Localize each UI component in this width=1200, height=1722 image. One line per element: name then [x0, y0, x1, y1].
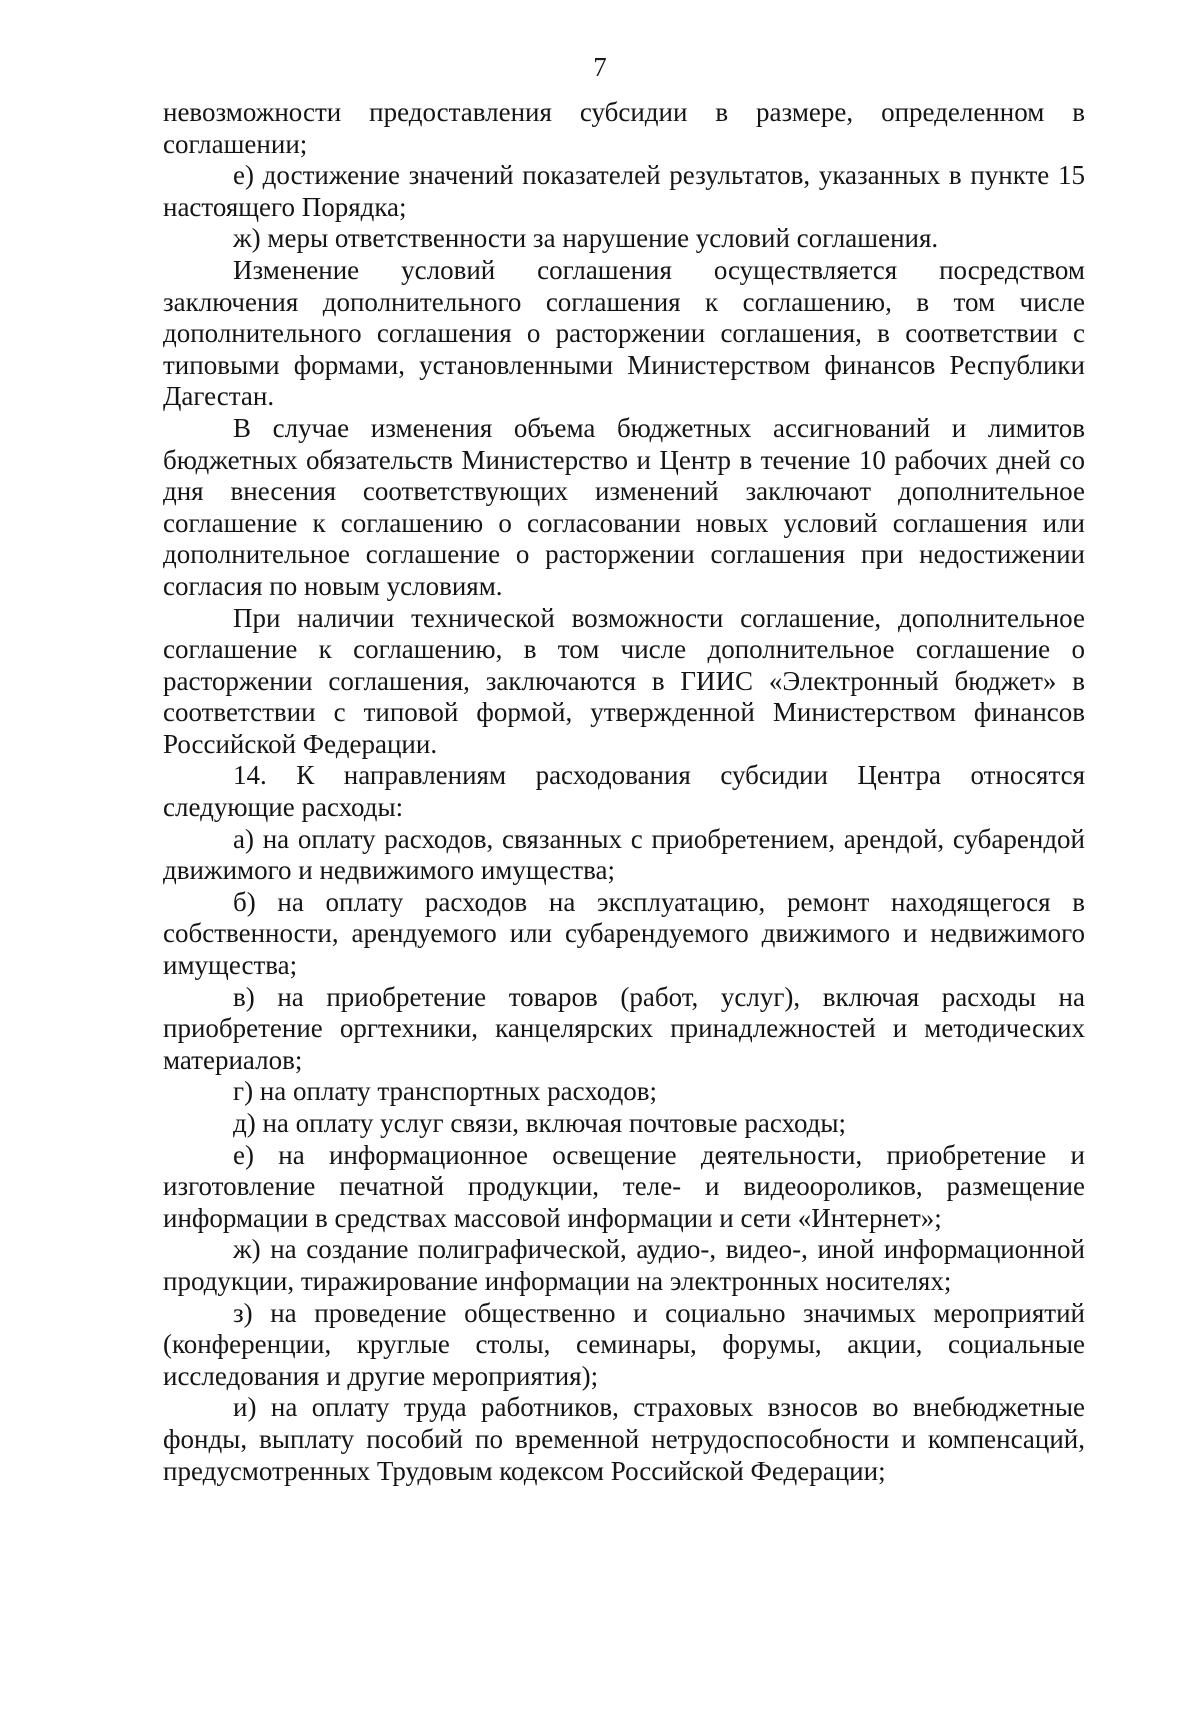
page-number: 7 — [593, 52, 607, 82]
paragraph-item-v: в) на приобретение товаров (работ, услуг), включая расходы на приобретение оргтехники, канцелярских принадлежностей и методических материалов; — [163, 981, 1085, 1075]
paragraph-continuation: невозможности предоставления субсидии в размере, определенном в соглашении; — [163, 97, 1085, 159]
paragraph-item-d: д) на оплату услуг связи, включая почтовые расходы; — [233, 1108, 847, 1138]
paragraph-item-e-information: е) на информационное освещение деятельности, приобретение и изготовление печатной продукции, теле- и видеоороликов, размещение информации в средствах массовой информации и сети «Интернет»; — [163, 1139, 1085, 1233]
paragraph-section-14: 14. К направлениям расходования субсидии Центра относятся следующие расходы: — [163, 760, 1085, 823]
paragraph-item-e-indicators: е) достижение значений показателей результатов, указанных в пункте 15 настоящего Порядка; — [163, 160, 1085, 222]
paragraph-electronic-budget: При наличии технической возможности соглашение, дополнительное соглашение к соглашению, в том числе дополнительное соглашение о расторжении соглашения, заключаются в ГИИС «Электронный бюджет» в соответствии с типовой формой, утвержденной Министерством финансов Российской Федерации. — [163, 602, 1085, 759]
paragraph-item-zh-responsibility: ж) меры ответственности за нарушение условий соглашения. — [233, 223, 939, 254]
paragraph-agreement-change: Изменение условий соглашения осуществляется посредством заключения дополнительного соглашения к соглашению, в том числе дополнительного соглашения о расторжении соглашения, в соответствии с типовыми формами, установленными Министерством финансов Республики Дагестан. — [163, 254, 1085, 412]
paragraph-item-b: б) на оплату расходов на эксплуатацию, ремонт находящегося в собственности, арендуемого или субарендуемого движимого и недвижимого имущества; — [163, 886, 1085, 981]
paragraph-item-i: и) на оплату труда работников, страховых взносов во внебюджетные фонды, выплату пособий по временной нетрудоспособности и компенсаций, предусмотренных Трудовым кодексом Российской Федерации; — [163, 1392, 1085, 1486]
paragraph-item-g: г) на оплату транспортных расходов; — [233, 1076, 657, 1107]
paragraph-item-z: з) на проведение общественно и социально значимых мероприятий (конференции, круглые столы, семинары, форумы, акции, социальные исследования и другие мероприятия); — [163, 1297, 1085, 1391]
paragraph-item-zh-production: ж) на создание полиграфической, аудио-, видео-, иной информационной продукции, тиражирование информации на электронных носителях; — [163, 1234, 1085, 1296]
document-body — [163, 97, 1085, 1487]
paragraph-budget-change: В случае изменения объема бюджетных ассигнований и лимитов бюджетных обязательств Министерство и Центр в течение 10 рабочих дней со дня внесения соответствующих изменений заключают дополнительное соглашение к соглашению о согласовании новых условий соглашения или дополнительное соглашение о расторжении соглашения при недостижении согласия по новым условиям. — [163, 412, 1085, 601]
paragraph-item-a: а) на оплату расходов, связанных с приобретением, арендой, субарендой движимого и недвижимого имущества; — [163, 823, 1085, 886]
